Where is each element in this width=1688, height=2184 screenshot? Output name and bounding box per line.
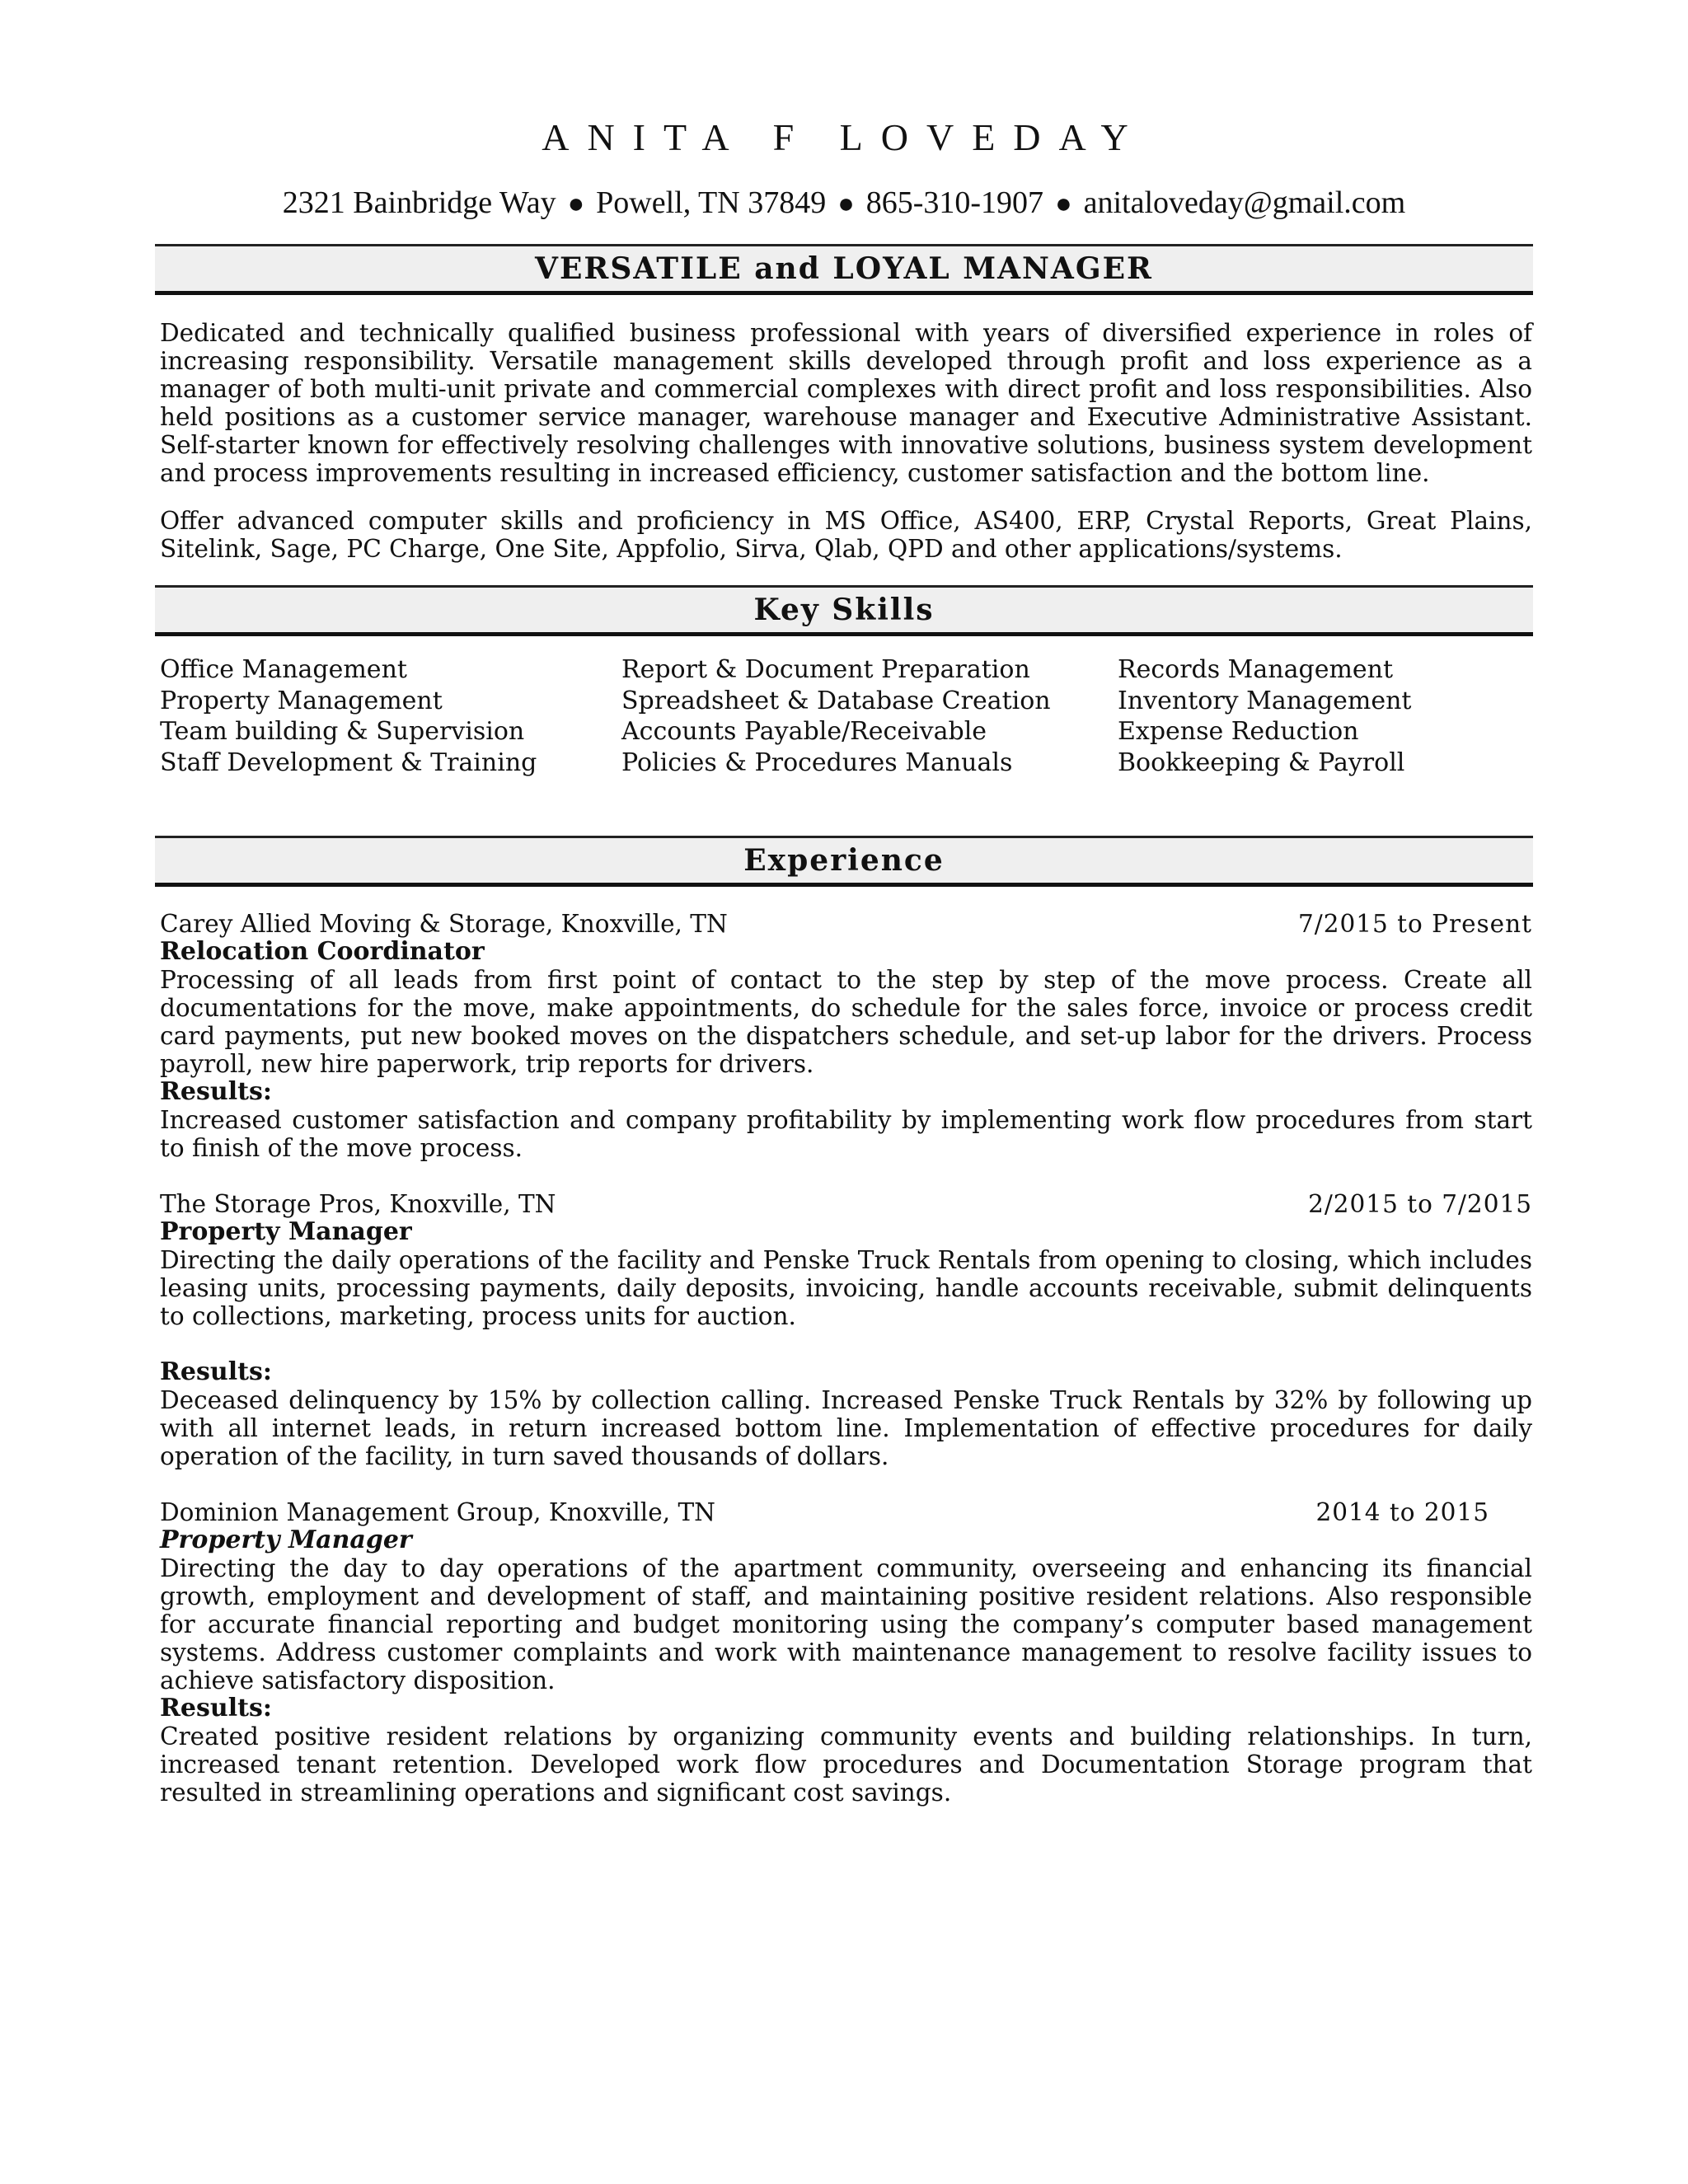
separator-dot-icon: ● xyxy=(567,189,585,219)
skill-item: Policies & Procedures Manuals xyxy=(621,748,1013,777)
job-dates: 2014 to 2015 xyxy=(1315,1498,1489,1526)
job-results: Deceased delinquency by 15% by collection calling. Increased Penske Truck Rentals by 32% by following up with all internet leads, in return increased bottom line. Implementation of effective procedures for daily operation of the facility, in turn saved thousands of dollars. xyxy=(160,1386,1532,1470)
skill-item: Records Management xyxy=(1118,655,1394,684)
skills-grid xyxy=(160,654,1528,786)
job-title: Relocation Coordinator xyxy=(160,937,485,966)
key-skills-heading: Key Skills xyxy=(753,593,935,627)
job-company: Dominion Management Group, Knoxville, TN xyxy=(160,1498,715,1526)
skills-column-2 xyxy=(621,654,1051,778)
job-description: Directing the daily operations of the facility and Penske Truck Rentals from opening to closing, which includes leasing units, processing payments, daily deposits, invoicing, handle accounts receivable, submit delinquents to collections, marketing, process units for auction. xyxy=(160,1246,1532,1330)
job-description: Directing the day to day operations of the apartment community, overseeing and enhancing its financial growth, employment and development of staff, and maintaining positive resident relations. Also responsible for accurate financial reporting and budget monitoring using the company’s computer based management systems. Address customer complaints and work with maintenance management to resolve facility issues to achieve satisfactory disposition. xyxy=(160,1554,1532,1694)
skill-item: Bookkeeping & Payroll xyxy=(1118,748,1405,777)
skill-item: Property Management xyxy=(160,686,443,715)
skill-item: Report & Document Preparation xyxy=(621,655,1030,684)
skill-item: Spreadsheet & Database Creation xyxy=(621,686,1051,715)
job-dates: 7/2015 to Present xyxy=(1297,910,1532,938)
skill-item: Accounts Payable/Receivable xyxy=(621,717,987,746)
results-label: Results: xyxy=(160,1077,272,1106)
skill-item: Inventory Management xyxy=(1118,686,1412,715)
job-results: Increased customer satisfaction and company profitability by implementing work flow procedures from start to finish of the move process. xyxy=(160,1106,1532,1162)
job-title: Property Manager xyxy=(160,1526,412,1554)
skills-column-1 xyxy=(160,654,537,778)
job-title: Property Manager xyxy=(160,1217,412,1246)
experience-bar xyxy=(155,836,1533,887)
job-description: Processing of all leads from first point of contact to the step by step of the move process. Create all documentations for the move, make appointments, do schedule for the sales force, invoice or process credit card payments, put new booked moves on the dispatchers schedule, and set-up labor for the drivers. Process payroll, new hire paperwork, trip reports for drivers. xyxy=(160,966,1532,1078)
headline-bar xyxy=(155,244,1533,295)
contact-line xyxy=(0,185,1688,221)
skill-item: Office Management xyxy=(160,655,407,684)
city-state-zip: Powell, TN 37849 xyxy=(596,185,827,220)
address: 2321 Bainbridge Way xyxy=(282,185,556,220)
job-results: Created positive resident relations by organizing community events and building relationships. In turn, increased tenant retention. Developed work flow procedures and Documentation Storage program that resulted in streamlining operations and significant cost savings. xyxy=(160,1722,1532,1807)
summary-paragraph: Dedicated and technically qualified business professional with years of diversified experience in roles of increasing responsibility. Versatile management skills developed through profit and loss experience as a manager of both multi-unit private and commercial complexes with direct profit and loss responsibilities. Also held positions as a customer service manager, warehouse manager and Executive Administrative Assistant. Self-starter known for effectively resolving challenges with innovative solutions, business system development and process improvements resulting in increased efficiency, customer satisfaction and the bottom line. xyxy=(160,319,1532,487)
skill-item: Staff Development & Training xyxy=(160,748,537,777)
separator-dot-icon: ● xyxy=(837,189,855,219)
job-company: The Storage Pros, Knoxville, TN xyxy=(160,1190,556,1218)
skill-item: Team building & Supervision xyxy=(160,717,525,746)
results-label: Results: xyxy=(160,1694,272,1722)
job-dates: 2/2015 to 7/2015 xyxy=(1308,1190,1532,1218)
skill-item: Expense Reduction xyxy=(1118,717,1359,746)
software-paragraph: Offer advanced computer skills and proficiency in MS Office, AS400, ERP, Crystal Reports, Great Plains, Sitelink, Sage, PC Charge, One Site, Appfolio, Sirva, Qlab, QPD and other applications/systems. xyxy=(160,507,1532,563)
email-address[interactable]: anitaloveday@gmail.com xyxy=(1083,185,1406,220)
results-label: Results: xyxy=(160,1357,272,1386)
separator-dot-icon: ● xyxy=(1055,189,1072,219)
phone-number: 865-310-1907 xyxy=(865,185,1044,220)
key-skills-bar xyxy=(155,585,1533,636)
experience-heading: Experience xyxy=(743,843,945,878)
applicant-name: ANITA F LOVEDAY xyxy=(542,116,1146,158)
job-company: Carey Allied Moving & Storage, Knoxville, TN xyxy=(160,910,728,938)
skills-column-3 xyxy=(1118,654,1411,778)
headline: VERSATILE and LOYAL MANAGER xyxy=(535,251,1153,286)
